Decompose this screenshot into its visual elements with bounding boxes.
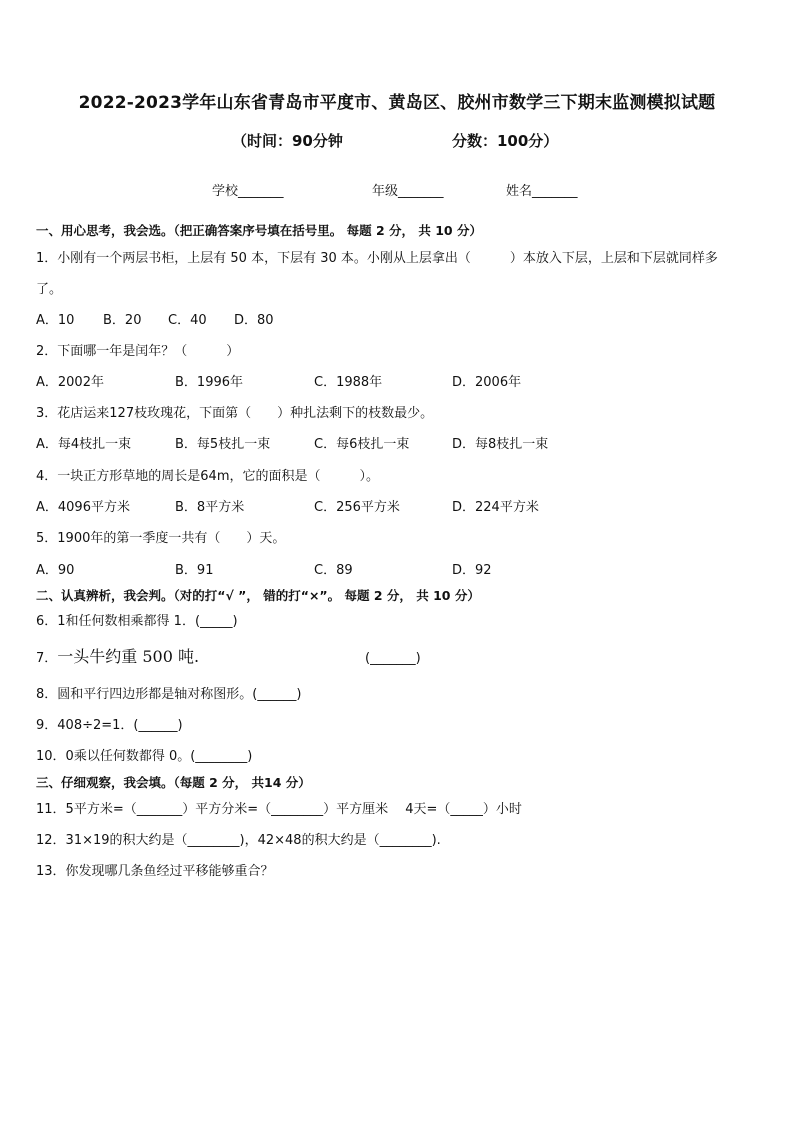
school-field: 学校_______ <box>212 184 284 199</box>
grade-field: 年级_______ <box>372 184 444 199</box>
option-b: B．8平方米 <box>175 500 245 515</box>
question-4: 4．一块正方形草地的周长是64m，它的面积是（ ）。 <box>36 469 379 484</box>
question-2: 2．下面哪一年是闰年？（ ） <box>36 344 240 359</box>
section-heading: 三、仔细观察，我会填。（每题 2 分， 共14 分） <box>36 775 311 790</box>
question-text: 一头牛约重 500 吨. <box>57 647 200 666</box>
option-c: C．256平方米 <box>314 500 400 515</box>
question-5: 5．1900年的第一季度一共有（ ）天。 <box>36 531 286 546</box>
question-10: 10．0乘以任何数都得 0。(________) <box>36 749 253 764</box>
option-a: A．90 <box>36 563 75 578</box>
page-title: 2022-2023学年山东省青岛市平度市、黄岛区、胶州市数学三下期末监测模拟试题 <box>78 93 716 113</box>
question-3: 3．花店运来127枝玫瑰花，下面第（ ）种扎法剩下的枝数最少。 <box>36 406 434 421</box>
question-1: 1．小刚有一个两层书柜，上层有 50 本，下层有 30 本。小刚从上层拿出（ ）本放入下层，上层和下层就同样多 <box>36 251 718 266</box>
option-b: B．每5枝扎一束 <box>175 437 271 452</box>
option-b: B．1996年 <box>175 375 244 390</box>
exam-time: （时间：90分钟 <box>232 132 343 150</box>
option-b: B．20 <box>103 313 142 328</box>
option-c: C．每6枝扎一束 <box>314 437 410 452</box>
question-7 <box>36 648 199 668</box>
answer-blank: (_______) <box>365 651 421 666</box>
option-a: A．10 <box>36 313 75 328</box>
option-d: D．80 <box>234 313 274 328</box>
question-1-continued: 了。 <box>36 282 63 297</box>
section-heading: 二、认真辨析，我会判。（对的打“√ ”， 错的打“×”。 每题 2 分， 共 10 分） <box>36 588 480 603</box>
question-12: 12．31×19的积大约是（________)，42×48的积大约是（________). <box>36 833 441 848</box>
option-d: D．2006年 <box>452 375 522 390</box>
question-6: 6．1和任何数相乘都得 1．(_____) <box>36 614 238 629</box>
name-field: 姓名_______ <box>506 184 578 199</box>
option-a: A．2002年 <box>36 375 104 390</box>
question-13: 13．你发现哪几条鱼经过平移能够重合？ <box>36 864 274 879</box>
question-11: 11．5平方米=（_______）平方分米=（________）平方厘米 4天=（_____）小时 <box>36 802 522 817</box>
option-b: B．91 <box>175 563 214 578</box>
option-d: D．每8枝扎一束 <box>452 437 549 452</box>
question-9: 9．408÷2=1．(______) <box>36 718 183 733</box>
option-c: C．1988年 <box>314 375 383 390</box>
section-heading: 一、用心思考，我会选。（把正确答案序号填在括号里。 每题 2 分， 共 10 分） <box>36 223 482 238</box>
question-number: 7． <box>36 651 58 666</box>
option-d: D．224平方米 <box>452 500 539 515</box>
option-a: A．4096平方米 <box>36 500 130 515</box>
exam-score: 分数：100分） <box>452 132 559 150</box>
question-8: 8．圆和平行四边形都是轴对称图形。(______) <box>36 687 302 702</box>
option-a: A．每4枝扎一束 <box>36 437 132 452</box>
option-d: D．92 <box>452 563 492 578</box>
option-c: C．89 <box>314 563 353 578</box>
option-c: C．40 <box>168 313 207 328</box>
